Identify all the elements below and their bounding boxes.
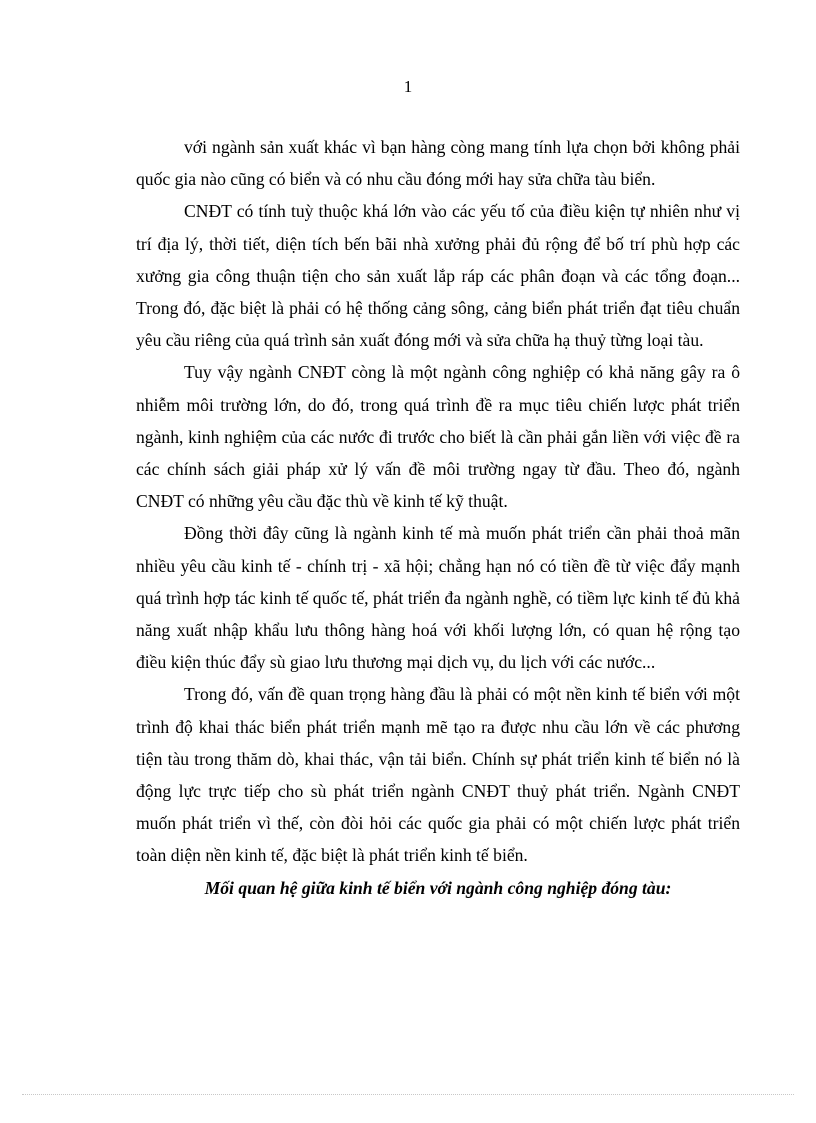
paragraph-environment: Tuy vậy ngành CNĐT còng là một ngành công nghiệp có khả năng gây ra ô nhiễm môi trường lớn, do đó, trong quá trình đề ra mục tiêu chiến lược phát triển ngành, kinh nghiệm của các nước đi trước cho biết là cần phải gắn liền với việc đề ra các chính sách giải pháp xử lý vấn đề môi trường ngay từ đầu. Theo đó, ngành CNĐT có những yêu cầu đặc thù về kinh tế kỹ thuật. — [136, 362, 740, 512]
footer-divider — [22, 1094, 794, 1095]
paragraph-continuation: với ngành sản xuất khác vì bạn hàng còng mang tính lựa chọn bởi không phải quốc gia nào cũng có biển và có nhu cầu đóng mới hay sửa chữa tàu biển. — [136, 137, 740, 190]
paragraph-natural-conditions: CNĐT có tính tuỳ thuộc khá lớn vào các yếu tố của điều kiện tự nhiên như vị trí địa lý, thời tiết, diện tích bến bãi nhà xưởng phải đủ rộng để bố trí phù hợp các xưởng gia công thuận tiện cho sản xuất lắp ráp các phân đoạn và các tổng đoạn... Trong đó, đặc biệt là phải có hệ thống cảng sông, cảng biển phát triển đạt tiêu chuẩn yêu cầu riêng của quá trình sản xuất đóng mới và sửa chữa hạ thuỷ từng loại tàu. — [136, 201, 740, 351]
document-body — [136, 131, 740, 904]
page-number: 1 — [403, 77, 413, 96]
paragraph-marine-economy: Trong đó, vấn đề quan trọng hàng đầu là phải có một nền kinh tế biển với một trình độ khai thác biển phát triển mạnh mẽ tạo ra được nhu cầu lớn về các phương tiện tàu trong thăm dò, khai thác, vận tải biển. Chính sự phát triển kinh tế biển nó là động lực trực tiếp cho sù phát triển ngành CNĐT thuỷ phát triển. Ngành CNĐT muốn phát triển vì thế, còn đòi hỏi các quốc gia phải có một chiến lược phát triển toàn diện nền kinh tế, đặc biệt là phát triển kinh tế biển. — [136, 684, 740, 866]
paragraph-socioeconomic-requirements: Đồng thời đây cũng là ngành kinh tế mà muốn phát triển cần phải thoả mãn nhiều yêu cầu kinh tế - chính trị - xã hội; chẳng hạn nó có tiền đề từ việc đẩy mạnh quá trình hợp tác kinh tế quốc tế, phát triển đa ngành nghề, có tiềm lực kinh tế đủ khả năng xuất nhập khẩu lưu thông hàng hoá với khối lượng lớn, có quan hệ rộng tạo điều kiện thúc đẩy sù giao lưu thương mại dịch vụ, du lịch với các nước... — [136, 523, 740, 673]
section-heading: Mối quan hệ giữa kinh tế biển với ngành công nghiệp đóng tàu: — [204, 877, 672, 898]
